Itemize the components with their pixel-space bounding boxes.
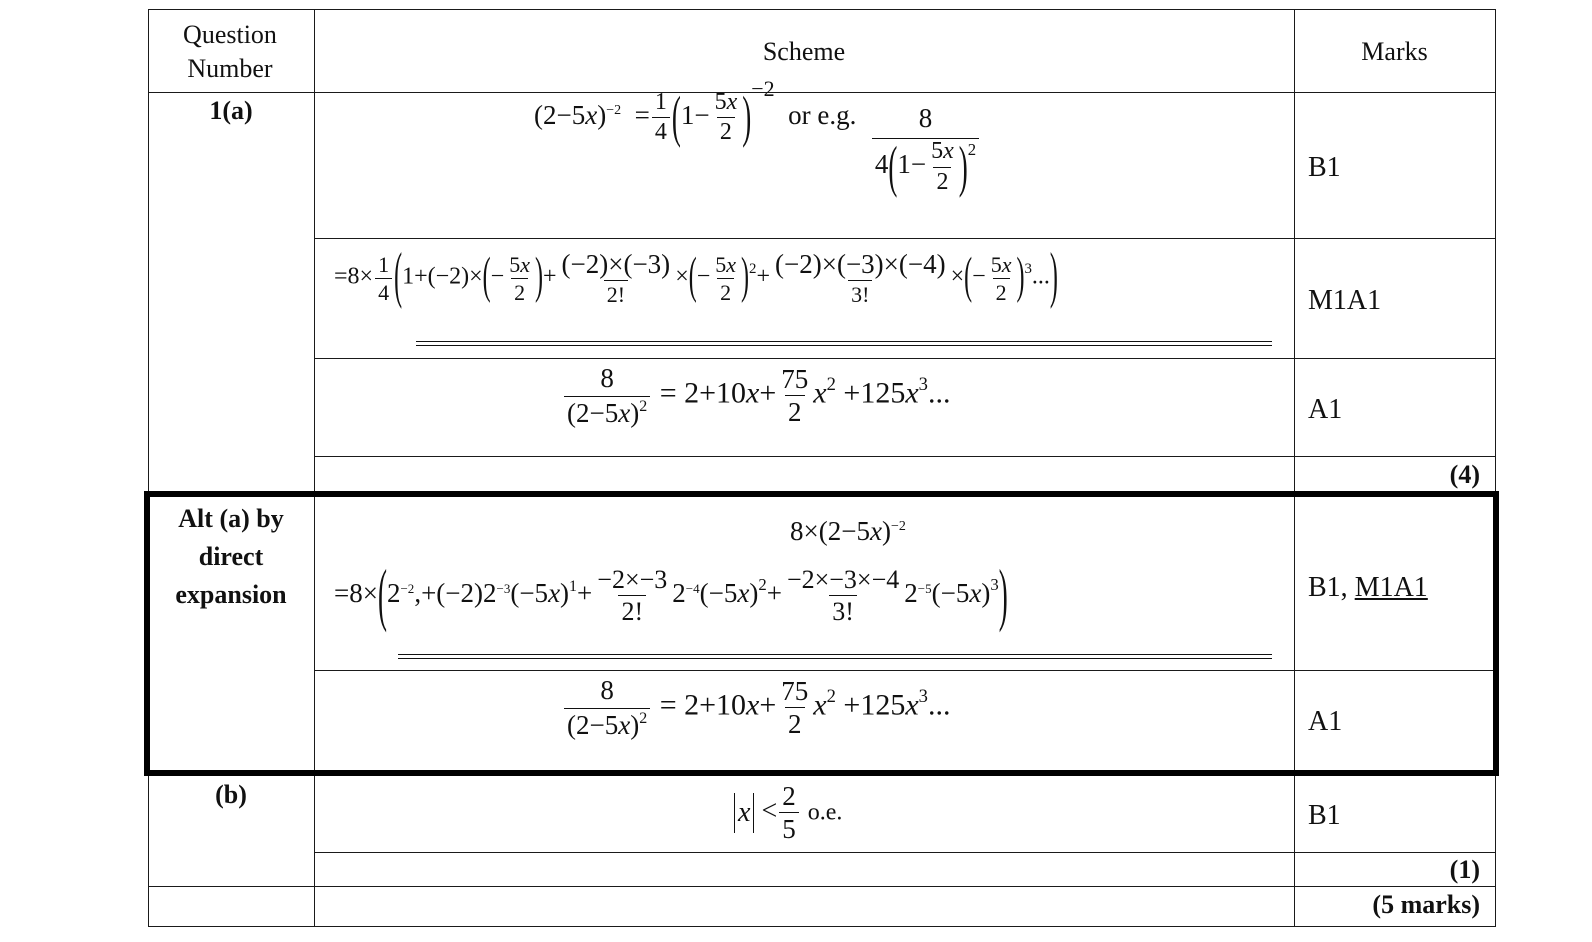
math-row2: =8× $\frac{1}{4}$ (1+(−2)×(− $\frac{5x}{2}$ )+ (−2)×(−3) 2! ×(− $\frac{5x}{2}$ )$^2$+ (−2)×(−3)×(−4) 3! ×(− $\frac{5x}{2}$ )$^3$...) <box>334 243 1058 311</box>
rule-left <box>148 9 149 927</box>
or-eg-label: or e.g. <box>788 99 857 130</box>
rule-right <box>1495 9 1496 927</box>
header-question-number: Question Number <box>183 20 277 83</box>
marks-row1: B1 <box>1308 152 1341 183</box>
double-underline-alt <box>398 654 1272 659</box>
b-oe: o.e. <box>807 799 843 826</box>
math-row3: $\frac{8}{(2-5x)^2}$ = 2+10x+ $\frac{75}{2}$ $x^2 +125x^3$... <box>562 364 950 428</box>
question-1a: 1(a) <box>209 96 253 125</box>
marks-alt1-b1: B1, <box>1308 572 1348 603</box>
header-scheme: Scheme <box>762 37 846 66</box>
marks-alt1 <box>1308 572 1428 604</box>
marks-row2: M1A1 <box>1308 285 1382 316</box>
question-b: (b) <box>215 780 247 809</box>
marks-alt2: A1 <box>1308 706 1343 737</box>
rule-row2 <box>314 358 1496 359</box>
rule-col2 <box>1294 9 1295 927</box>
rule-b-row <box>314 852 1496 853</box>
grand-total: (5 marks) <box>1372 890 1480 919</box>
rule-row3 <box>314 456 1496 457</box>
marks-row3: A1 <box>1308 394 1343 425</box>
header-marks: Marks <box>1361 37 1428 66</box>
subtotal-b: (1) <box>1449 855 1480 884</box>
double-underline-row2 <box>416 341 1272 346</box>
subtotal-a: (4) <box>1449 460 1480 489</box>
question-alt: Alt (a) by direct expansion <box>175 504 287 609</box>
rule-row1 <box>314 238 1496 239</box>
math-alt-expansion: $=8\times(2^{-2},+(-2)2^{-3}(-5x)^1+$ $\frac{-2\times-3}{2!}$ $2^{-4}(-5x)^2+$ $\frac{-2\times-3\times-4}{3!}$ $2^{-5}(-5x)^3$) <box>334 555 1008 634</box>
math-alt-result: $\frac{8}{(2-5x)^2}$ = 2+10x+ $\frac{75}{2}$ $x^2 +125x^3$... <box>562 676 950 740</box>
marks-alt1-m1a1: M1A1 <box>1354 572 1428 603</box>
marks-b: B1 <box>1308 800 1341 831</box>
math-row1: $(2-5x)^{-2}$ = $\frac{1}{4}$ (1− $\frac{5x}{2}$ )$^{-2}$ or e.g. 8 4(1− $\frac{5x}{2}$ )$^2$ <box>534 100 981 195</box>
math-alt-prefix: $8\times(2-5x)^{-2}$ <box>790 516 906 546</box>
math-b: x < $\frac{2}{5}$ o.e. <box>734 782 842 844</box>
rule-col1 <box>314 9 315 927</box>
